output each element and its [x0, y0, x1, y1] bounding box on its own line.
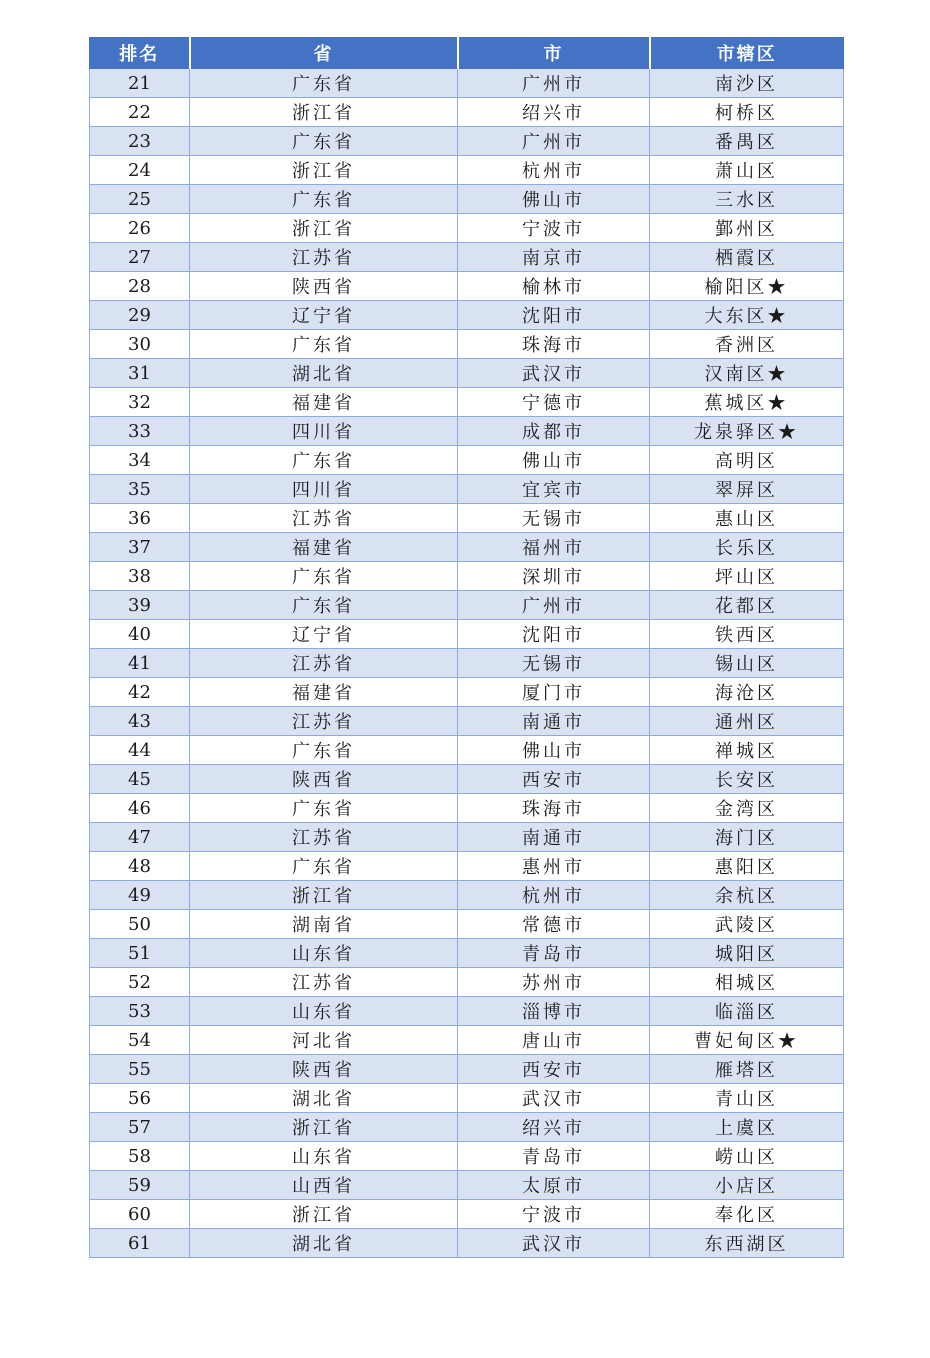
table-row — [90, 852, 844, 881]
table-row — [90, 1113, 844, 1142]
table-body — [90, 69, 844, 1258]
rank-cell: 26 — [90, 214, 190, 243]
table-row — [90, 997, 844, 1026]
city-cell: 南京市 — [458, 243, 650, 272]
table-row — [90, 156, 844, 185]
city-cell: 杭州市 — [458, 881, 650, 910]
district-cell: 柯桥区 — [650, 98, 844, 127]
table-row — [90, 185, 844, 214]
province-cell: 湖南省 — [190, 910, 458, 939]
rank-cell: 43 — [90, 707, 190, 736]
rank-cell: 31 — [90, 359, 190, 388]
rank-cell: 24 — [90, 156, 190, 185]
city-cell: 深圳市 — [458, 562, 650, 591]
city-cell: 武汉市 — [458, 359, 650, 388]
district-cell: 汉南区★ — [650, 359, 844, 388]
district-cell: 雁塔区 — [650, 1055, 844, 1084]
table-row — [90, 1142, 844, 1171]
rank-cell: 28 — [90, 272, 190, 301]
rank-cell: 35 — [90, 475, 190, 504]
rank-cell: 46 — [90, 794, 190, 823]
province-cell: 陕西省 — [190, 1055, 458, 1084]
district-cell: 惠山区 — [650, 504, 844, 533]
rank-cell: 51 — [90, 939, 190, 968]
province-cell: 辽宁省 — [190, 620, 458, 649]
city-cell: 沈阳市 — [458, 620, 650, 649]
province-cell: 广东省 — [190, 446, 458, 475]
rank-cell: 49 — [90, 881, 190, 910]
district-cell: 小店区 — [650, 1171, 844, 1200]
district-cell: 上虞区 — [650, 1113, 844, 1142]
province-cell: 江苏省 — [190, 649, 458, 678]
table-row — [90, 301, 844, 330]
district-cell: 禅城区 — [650, 736, 844, 765]
province-cell: 浙江省 — [190, 1113, 458, 1142]
table-row — [90, 794, 844, 823]
table-row — [90, 1171, 844, 1200]
province-cell: 浙江省 — [190, 214, 458, 243]
province-cell: 广东省 — [190, 794, 458, 823]
rank-cell: 52 — [90, 968, 190, 997]
rank-cell: 50 — [90, 910, 190, 939]
district-cell: 南沙区 — [650, 69, 844, 98]
province-cell: 浙江省 — [190, 98, 458, 127]
rank-cell: 54 — [90, 1026, 190, 1055]
province-cell: 浙江省 — [190, 1200, 458, 1229]
rank-cell: 40 — [90, 620, 190, 649]
district-cell: 金湾区 — [650, 794, 844, 823]
rank-cell: 33 — [90, 417, 190, 446]
district-cell: 长乐区 — [650, 533, 844, 562]
district-cell: 香洲区 — [650, 330, 844, 359]
table-row — [90, 214, 844, 243]
district-cell: 曹妃甸区★ — [650, 1026, 844, 1055]
header-rank: 排名 — [90, 38, 190, 69]
district-cell: 三水区 — [650, 185, 844, 214]
district-cell: 番禺区 — [650, 127, 844, 156]
city-cell: 福州市 — [458, 533, 650, 562]
district-cell: 花都区 — [650, 591, 844, 620]
city-cell: 无锡市 — [458, 649, 650, 678]
city-cell: 苏州市 — [458, 968, 650, 997]
table-row — [90, 765, 844, 794]
table-row — [90, 736, 844, 765]
header-district: 市辖区 — [650, 38, 844, 69]
province-cell: 江苏省 — [190, 504, 458, 533]
table-row — [90, 272, 844, 301]
province-cell: 福建省 — [190, 678, 458, 707]
rank-cell: 59 — [90, 1171, 190, 1200]
rank-cell: 36 — [90, 504, 190, 533]
district-cell: 长安区 — [650, 765, 844, 794]
district-cell: 惠阳区 — [650, 852, 844, 881]
rank-cell: 60 — [90, 1200, 190, 1229]
province-cell: 福建省 — [190, 388, 458, 417]
city-cell: 西安市 — [458, 1055, 650, 1084]
table-row — [90, 388, 844, 417]
city-cell: 宁波市 — [458, 1200, 650, 1229]
rank-cell: 34 — [90, 446, 190, 475]
city-cell: 佛山市 — [458, 446, 650, 475]
province-cell: 山西省 — [190, 1171, 458, 1200]
city-cell: 珠海市 — [458, 330, 650, 359]
district-cell: 榆阳区★ — [650, 272, 844, 301]
city-cell: 榆林市 — [458, 272, 650, 301]
table-row — [90, 1200, 844, 1229]
table-row — [90, 707, 844, 736]
province-cell: 广东省 — [190, 69, 458, 98]
province-cell: 江苏省 — [190, 823, 458, 852]
district-cell: 海沧区 — [650, 678, 844, 707]
district-cell: 东西湖区 — [650, 1229, 844, 1258]
city-cell: 武汉市 — [458, 1084, 650, 1113]
province-cell: 湖北省 — [190, 1229, 458, 1258]
city-cell: 绍兴市 — [458, 98, 650, 127]
rank-cell: 41 — [90, 649, 190, 678]
city-cell: 唐山市 — [458, 1026, 650, 1055]
table-row — [90, 417, 844, 446]
district-cell: 崂山区 — [650, 1142, 844, 1171]
rank-cell: 27 — [90, 243, 190, 272]
district-cell: 翠屏区 — [650, 475, 844, 504]
province-cell: 湖北省 — [190, 359, 458, 388]
table-row — [90, 562, 844, 591]
table-row — [90, 910, 844, 939]
city-cell: 佛山市 — [458, 185, 650, 214]
district-cell: 通州区 — [650, 707, 844, 736]
province-cell: 广东省 — [190, 591, 458, 620]
district-cell: 余杭区 — [650, 881, 844, 910]
city-cell: 太原市 — [458, 1171, 650, 1200]
rank-cell: 23 — [90, 127, 190, 156]
province-cell: 湖北省 — [190, 1084, 458, 1113]
rank-cell: 55 — [90, 1055, 190, 1084]
district-cell: 临淄区 — [650, 997, 844, 1026]
province-cell: 浙江省 — [190, 156, 458, 185]
district-cell: 鄞州区 — [650, 214, 844, 243]
city-cell: 惠州市 — [458, 852, 650, 881]
table-row — [90, 678, 844, 707]
province-cell: 四川省 — [190, 417, 458, 446]
rank-cell: 47 — [90, 823, 190, 852]
table-row — [90, 359, 844, 388]
province-cell: 河北省 — [190, 1026, 458, 1055]
district-cell: 青山区 — [650, 1084, 844, 1113]
header-province: 省 — [190, 38, 458, 69]
rank-cell: 22 — [90, 98, 190, 127]
city-cell: 淄博市 — [458, 997, 650, 1026]
district-cell: 龙泉驿区★ — [650, 417, 844, 446]
province-cell: 四川省 — [190, 475, 458, 504]
district-cell: 坪山区 — [650, 562, 844, 591]
table-row — [90, 504, 844, 533]
province-cell: 广东省 — [190, 736, 458, 765]
city-cell: 佛山市 — [458, 736, 650, 765]
city-cell: 青岛市 — [458, 1142, 650, 1171]
rank-cell: 30 — [90, 330, 190, 359]
province-cell: 山东省 — [190, 1142, 458, 1171]
table-row — [90, 475, 844, 504]
district-cell: 锡山区 — [650, 649, 844, 678]
table-row — [90, 533, 844, 562]
ranking-table — [89, 37, 844, 1258]
rank-cell: 32 — [90, 388, 190, 417]
rank-cell: 48 — [90, 852, 190, 881]
table-row — [90, 243, 844, 272]
province-cell: 广东省 — [190, 185, 458, 214]
district-cell: 城阳区 — [650, 939, 844, 968]
rank-cell: 44 — [90, 736, 190, 765]
rank-cell: 39 — [90, 591, 190, 620]
city-cell: 广州市 — [458, 591, 650, 620]
province-cell: 广东省 — [190, 852, 458, 881]
table-row — [90, 98, 844, 127]
city-cell: 南通市 — [458, 823, 650, 852]
city-cell: 厦门市 — [458, 678, 650, 707]
rank-cell: 21 — [90, 69, 190, 98]
table-row — [90, 881, 844, 910]
city-cell: 宜宾市 — [458, 475, 650, 504]
province-cell: 浙江省 — [190, 881, 458, 910]
city-cell: 杭州市 — [458, 156, 650, 185]
table-row — [90, 620, 844, 649]
header-city: 市 — [458, 38, 650, 69]
city-cell: 绍兴市 — [458, 1113, 650, 1142]
province-cell: 山东省 — [190, 939, 458, 968]
city-cell: 南通市 — [458, 707, 650, 736]
province-cell: 江苏省 — [190, 243, 458, 272]
district-cell: 栖霞区 — [650, 243, 844, 272]
province-cell: 广东省 — [190, 127, 458, 156]
district-cell: 萧山区 — [650, 156, 844, 185]
table-row — [90, 1055, 844, 1084]
province-cell: 广东省 — [190, 330, 458, 359]
district-cell: 相城区 — [650, 968, 844, 997]
city-cell: 珠海市 — [458, 794, 650, 823]
rank-cell: 45 — [90, 765, 190, 794]
rank-cell: 29 — [90, 301, 190, 330]
province-cell: 陕西省 — [190, 272, 458, 301]
table-row — [90, 823, 844, 852]
table-row — [90, 1229, 844, 1258]
city-cell: 广州市 — [458, 127, 650, 156]
district-cell: 高明区 — [650, 446, 844, 475]
district-cell: 铁西区 — [650, 620, 844, 649]
table-row — [90, 1026, 844, 1055]
city-cell: 成都市 — [458, 417, 650, 446]
province-cell: 陕西省 — [190, 765, 458, 794]
table-row — [90, 127, 844, 156]
province-cell: 山东省 — [190, 997, 458, 1026]
city-cell: 青岛市 — [458, 939, 650, 968]
table-row — [90, 939, 844, 968]
city-cell: 宁德市 — [458, 388, 650, 417]
rank-cell: 57 — [90, 1113, 190, 1142]
province-cell: 辽宁省 — [190, 301, 458, 330]
city-cell: 武汉市 — [458, 1229, 650, 1258]
table-row — [90, 968, 844, 997]
district-cell: 海门区 — [650, 823, 844, 852]
header-row — [90, 38, 844, 69]
city-cell: 常德市 — [458, 910, 650, 939]
rank-cell: 25 — [90, 185, 190, 214]
city-cell: 西安市 — [458, 765, 650, 794]
city-cell: 沈阳市 — [458, 301, 650, 330]
district-cell: 武陵区 — [650, 910, 844, 939]
table-row — [90, 330, 844, 359]
table-header — [90, 38, 844, 69]
city-cell: 广州市 — [458, 69, 650, 98]
table-row — [90, 69, 844, 98]
district-cell: 蕉城区★ — [650, 388, 844, 417]
rank-cell: 37 — [90, 533, 190, 562]
rank-cell: 58 — [90, 1142, 190, 1171]
table-row — [90, 1084, 844, 1113]
district-cell: 大东区★ — [650, 301, 844, 330]
province-cell: 江苏省 — [190, 707, 458, 736]
rank-cell: 53 — [90, 997, 190, 1026]
city-cell: 无锡市 — [458, 504, 650, 533]
rank-cell: 56 — [90, 1084, 190, 1113]
rank-cell: 38 — [90, 562, 190, 591]
table-row — [90, 591, 844, 620]
rank-cell: 61 — [90, 1229, 190, 1258]
rank-cell: 42 — [90, 678, 190, 707]
province-cell: 江苏省 — [190, 968, 458, 997]
city-cell: 宁波市 — [458, 214, 650, 243]
province-cell: 广东省 — [190, 562, 458, 591]
table-row — [90, 649, 844, 678]
province-cell: 福建省 — [190, 533, 458, 562]
table-row — [90, 446, 844, 475]
district-cell: 奉化区 — [650, 1200, 844, 1229]
